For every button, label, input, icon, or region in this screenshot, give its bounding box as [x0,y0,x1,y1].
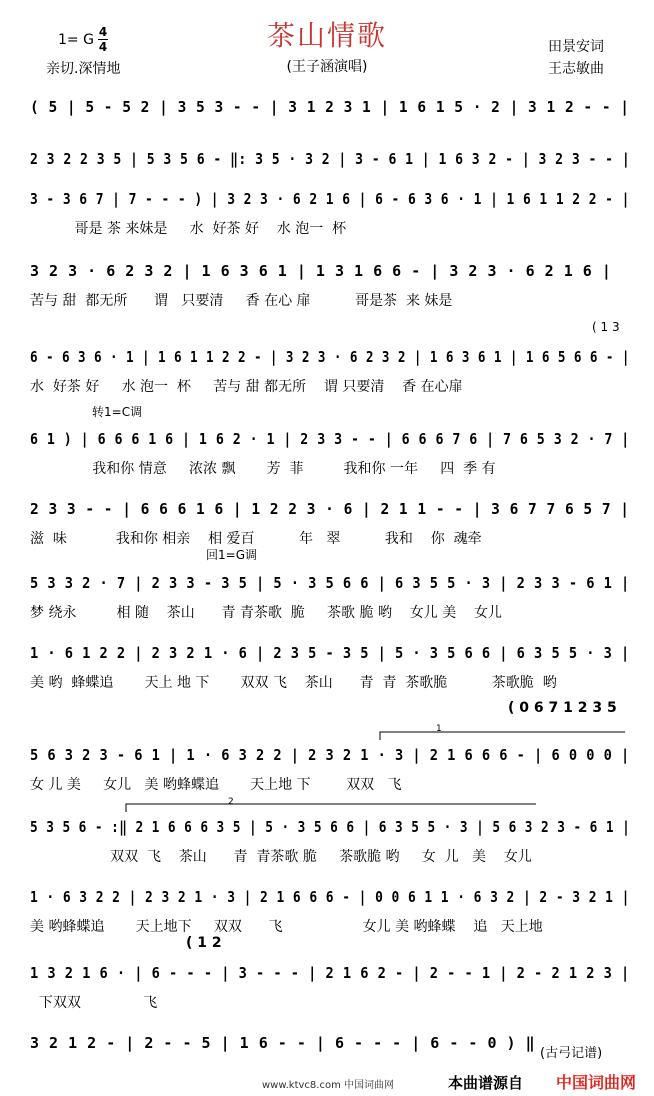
page-footer [0,1066,654,1096]
meter-top: 4 [98,25,108,39]
notation-line: 1 3 2 1 6 · | 6 - - - | 3 - - - | 2 1 6 2 - | 2 - - 1 | 2 - 2 1 2 3 | [30,964,630,982]
lyric-line: 美 哟蜂蝶追 天上地下 双双 飞 女儿 美 哟蜂蝶 追 天上地 [30,919,543,935]
notation-line: 1 · 6 1 2 2 | 2 3 2 1 · 6 | 2 3 5 - 3 5 | 5 · 3 5 6 6 | 6 3 5 5 · 3 | [30,644,630,662]
song-title: 茶山情歌 [266,19,387,52]
volta-1-bracket [380,732,625,740]
interlude-marker: ( 0 6 7 1 2 3 5 [508,700,617,716]
notation-line: 6 - 6 3 6 · 1 | 1 6 1 1 2 2 - | 3 2 3 · 6 2 3 2 | 1 6 3 6 1 | 1 6 5 6 6 - | [30,348,630,366]
notation-line: 5 3 3 2 · 7 | 2 3 3 - 3 5 | 5 · 3 5 6 6 | 6 3 5 5 · 3 | 2 3 3 - 6 1 | [30,574,630,592]
modulation-to-c: 转1=C调 [92,405,143,419]
volta-2-label: 2 [228,797,234,807]
lyric-line: 女 儿 美 女儿 美 哟蜂蝶追 天上地 下 双双 飞 [30,777,402,793]
notation-line: 2 3 3 - - | 6 6 6 1 6 | 1 2 2 3 · 6 | 2 1 1 - - | 3 6 7 7 6 5 7 | [30,500,630,518]
notation-line: 3 - 3 6 7 | 7 - - - ) | 3 2 3 · 6 2 1 6 | 6 - 6 3 6 · 1 | 1 6 1 1 2 2 - | [30,190,630,208]
notation-line: 5 6 3 2 3 - 6 1 | 1 · 6 3 2 2 | 2 3 2 1 · 3 | 2 1 6 6 6 - | 6 0 0 0 | [30,746,630,764]
notation-line: 6 1 ) | 6 6 6 1 6 | 1 6 2 · 1 | 2 3 3 - - | 6 6 6 7 6 | 7 6 5 3 2 · 7 | [30,430,630,448]
notation-line: 5 3 5 6 - :‖ 2 1 6 6 6 3 5 | 5 · 3 5 6 6 | 6 3 5 5 · 3 | 5 6 3 2 3 - 6 1 | [30,818,631,836]
intro-marker: ( 1 3 [592,320,620,334]
lyric-line: 梦 绕永 相 随 茶山 青 青茶歌 脆 茶歌 脆 哟 女儿 美 女儿 [30,605,503,621]
lyric-line: 双双 飞 茶山 青 青茶歌 脆 茶歌脆 哟 女 儿 美 女儿 [30,849,532,865]
lyric-line: 美 哟 蜂蝶追 天上 地 下 双双 飞 茶山 青 青 茶歌脆 茶歌脆 哟 [30,675,557,691]
site-url-text[interactable]: www.ktvc8.com 中国词曲网 [262,1080,395,1091]
notation-line: 1 · 6 3 2 2 | 2 3 2 1 · 3 | 2 1 6 6 6 - | 0 0 6 1 1 · 6 3 2 | 2 - 3 2 1 | [30,888,630,906]
lyric-line: 下双双 飞 [30,995,158,1011]
singer-credit: (王子涵演唱) [286,59,368,75]
source-label: 本曲谱源自 [448,1074,524,1092]
volta-1-label: 1 [436,724,442,734]
lyric-line: 哥是 茶 来妹是 水 好茶 好 水 泡一 杯 [30,221,347,237]
lyric-line: 苦与 甜 都无所 谓 只要清 香 在心 扉 哥是茶 来 妹是 [30,293,453,309]
lyricist-credit: 田景安词 [548,39,604,55]
lyric-line: 我和你 情意 浓浓 飘 芳 菲 我和你 一年 四 季 有 [30,461,496,477]
meter-bottom: 4 [98,40,108,54]
key-signature: 1= G [58,32,94,48]
notation-line: 3 2 1 2 - | 2 - - 5 | 1 6 - - | 6 - - - | 6 - - 0 ) ‖ [30,1034,536,1052]
lyric-line: 水 好茶 好 水 泡一 杯 苦与 甜 都无所 谓 只要清 香 在心扉 [30,379,463,395]
brand-logo-text[interactable]: 中国词曲网 [556,1073,637,1092]
notation-line: 3 2 3 · 6 2 3 2 | 1 6 3 6 1 | 1 3 1 6 6 - | 3 2 3 · 6 2 1 6 | [30,262,612,280]
composer-credit: 王志敏曲 [548,61,604,77]
modulation-to-g: 回1=G调 [206,548,257,562]
notation-line: ( 5 | 5 - 5 2 | 3 5 3 - - | 3 1 2 3 1 | 1 6 1 5 · 2 | 3 1 2 - - | [30,98,630,116]
marker-12: ( 1 2 [186,935,222,951]
expression-mark: 亲切.深情地 [46,61,121,77]
notation-source-note: (古弓记谱) [540,1046,603,1061]
lyric-line: 滋 味 我和你 相亲 相 爱百 年 翠 我和 你 魂牵 [30,531,482,547]
notation-line: 2 3 2 2 3 5 | 5 3 5 6 - ‖: 3 5 · 3 2 | 3 - 6 1 | 1 6 3 2 - | 3 2 3 - - | [30,150,631,168]
volta-2-bracket [126,804,536,812]
